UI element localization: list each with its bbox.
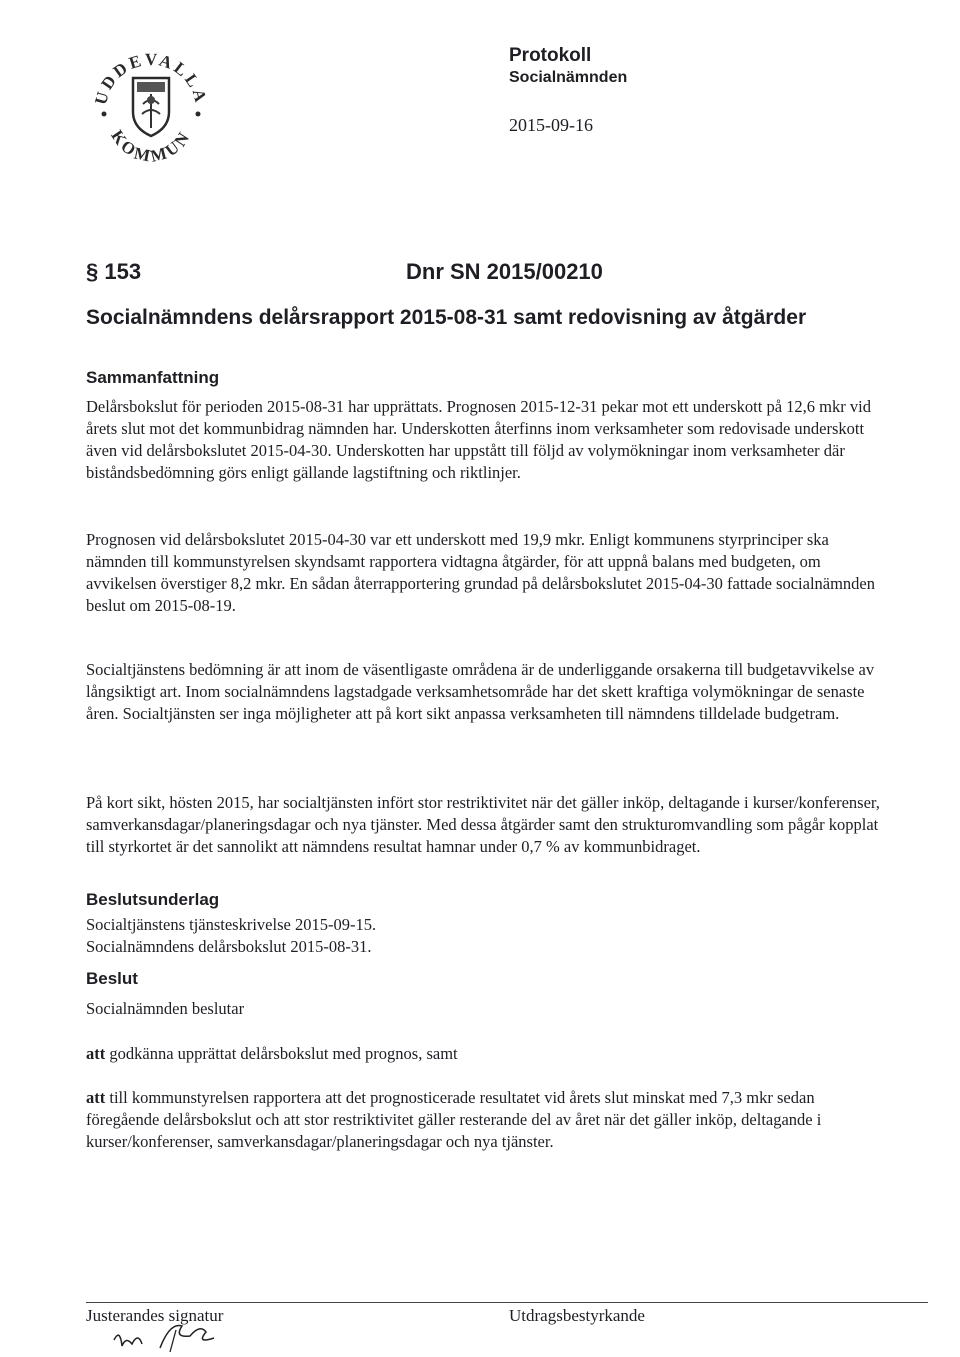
municipal-seal-icon [86, 40, 216, 175]
summary-paragraph-4: På kort sikt, hösten 2015, har socialtjänsten infört stor restriktivitet när det gäller inköp, deltagande i kurser/konferenser, samverkansdagar/planeringsdagar och nya tjänster. Med dessa åtgärder samt den strukturomvandling som pågår kopplat till styrkortet är det sannolikt att nämndens resultat hamnar under 0,7 % av kommunbidraget. [86, 793, 880, 856]
decision-keyword: att [86, 1088, 106, 1107]
document-type: Protokoll [509, 45, 592, 66]
organization-name: Socialnämnden [509, 69, 628, 86]
heading-sammanfattning: Sammanfattning [86, 368, 220, 387]
summary-paragraph-3: Socialtjänstens bedömning är att inom de väsentligaste områdena är de underliggande orsakerna till budgetavvikelse av långsiktigt art. Inom socialnämndens lagstadgade verksamhetsområde har det skett kraftiga volymökningar de senaste åren. Socialtjänsten ser inga möjligheter att på kort sikt anpassa verksamheten till nämndens tilldelade budgetram. [86, 660, 875, 723]
heading-beslut: Beslut [86, 969, 138, 988]
basis-item-1: Socialtjänstens tjänsteskrivelse 2015-09-15. [86, 915, 377, 934]
signature-label: Justerandes signatur [86, 1306, 224, 1325]
footer-divider [86, 1302, 928, 1303]
decision-keyword: att [86, 1044, 106, 1063]
handwritten-signature-icon [110, 1318, 230, 1354]
meeting-date: 2015-09-16 [509, 115, 593, 135]
basis-item-2: Socialnämndens delårsbokslut 2015-08-31. [86, 937, 372, 956]
svg-text:UDDEVALLA: UDDEVALLA [91, 49, 211, 107]
extract-label: Utdragsbestyrkande [509, 1306, 645, 1325]
case-number: Dnr SN 2015/00210 [406, 259, 603, 284]
decision-text: godkänna upprättat delårsbokslut med prognos, samt [105, 1044, 458, 1063]
decision-point-2 [86, 1087, 886, 1153]
svg-text:KOMMUN: KOMMUN [107, 126, 195, 166]
heading-beslutsunderlag: Beslutsunderlag [86, 890, 220, 909]
document-header [509, 45, 627, 136]
paragraph-number: § 153 [86, 259, 142, 284]
decision-point-1 [86, 1043, 886, 1065]
summary-paragraph-2: Prognosen vid delårsbokslutet 2015-04-30 var ett underskott med 19,9 mkr. Enligt kommunens styrprinciper ska nämnden till kommunstyrelsen skyndsamt rapportera vidtagna åtgärder, för att uppnå balans med budgeten, om avvikelsen överstiger 8,2 mkr. En sådan återrapportering grundad på delårsbokslutet 2015-04-30 fattade socialnämnden beslut om 2015-08-19. [86, 530, 876, 615]
document-title: Socialnämndens delårsrapport 2015-08-31 samt redovisning av åtgärder [86, 306, 807, 329]
summary-paragraph-1: Delårsbokslut för perioden 2015-08-31 har upprättats. Prognosen 2015-12-31 pekar mot ett underskott på 12,6 mkr vid årets slut mot det kommunbidrag nämnden har. Underskotten återfinns inom verksamheter som redovisade underskott även vid delårsbokslutet 2015-04-30. Underskotten har uppstått till följd av volymökningar inom verksamheter där biståndsbedömning görs enligt gällande lagstiftning och riktlinjer. [86, 397, 871, 482]
decision-intro: Socialnämnden beslutar [86, 999, 245, 1018]
decision-text: till kommunstyrelsen rapportera att det prognosticerade resultatet vid årets slut minskat med 7,3 mkr sedan föregående delårsbokslut och att stor restriktivitet gäller resterande del av året när det gäller inköp, deltagande i kurser/konferenser, samverkansdagar/planeringsdagar och nya tjänster. [86, 1088, 822, 1151]
